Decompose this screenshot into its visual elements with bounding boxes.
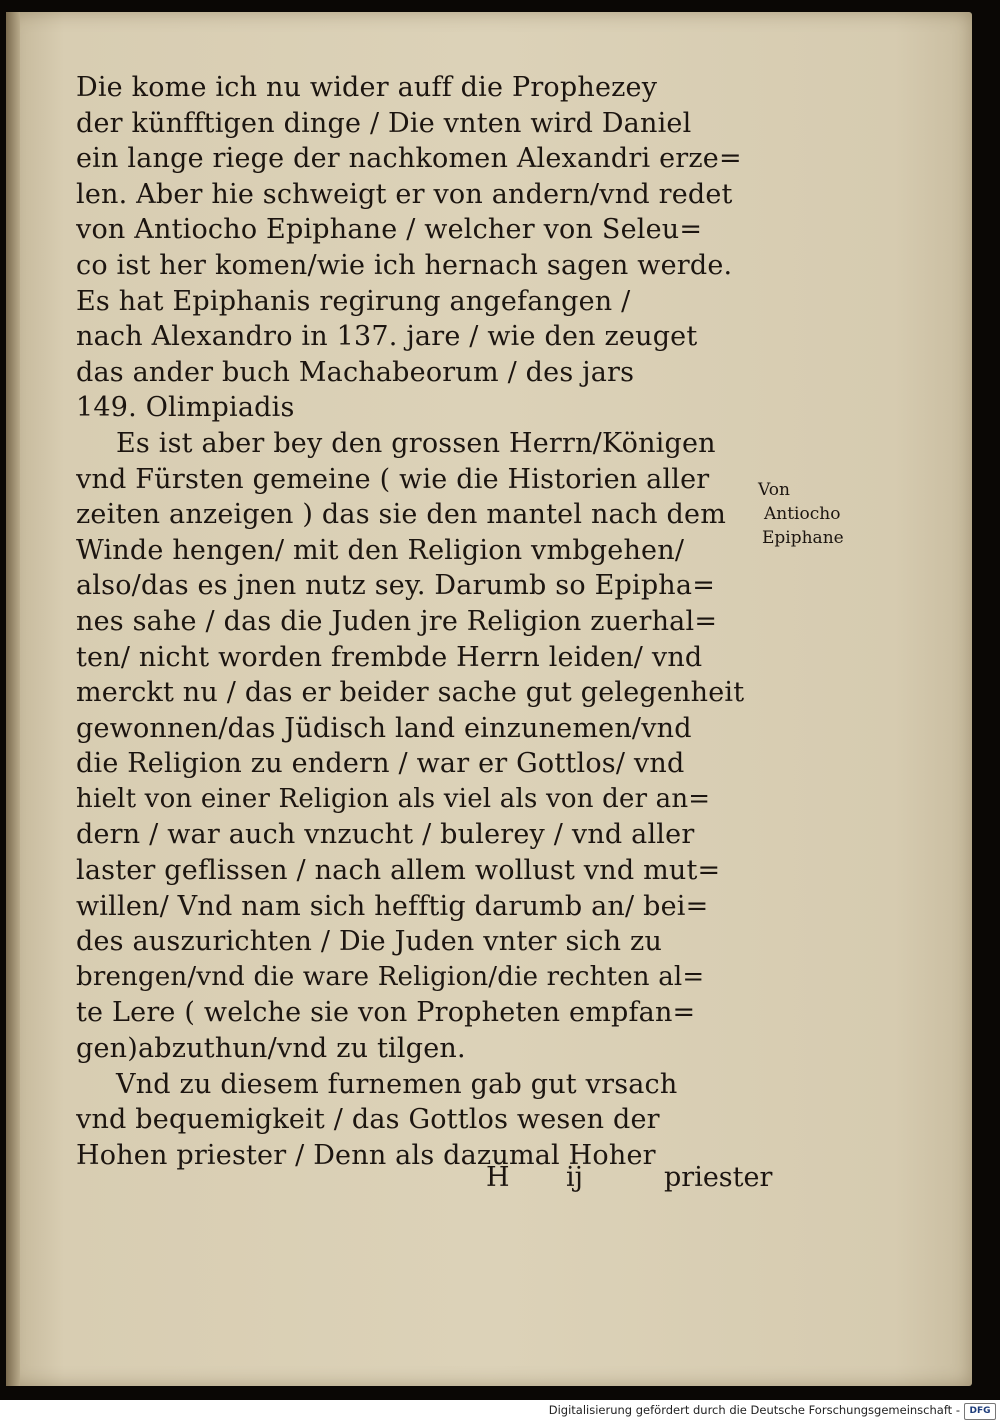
text-line: gen)abzuthun/vnd zu tilgen. (76, 1033, 466, 1065)
text-line: vnd bequemigkeit / das Gottlos wesen der (76, 1104, 660, 1136)
page-footer-line (486, 1160, 776, 1196)
text-line: dern / war auch vnzucht / bulerey / vnd aller (76, 819, 695, 851)
text-line: len. Aber hie schweigt er von andern/vnd redet (76, 178, 733, 210)
text-line: 149. Olimpiadis (76, 392, 295, 424)
text-line: von Antiocho Epiphane / welcher von Seleu= (76, 214, 703, 246)
text-line: laster geflissen / nach allem wollust vnd mut= (76, 855, 721, 887)
text-line: also/das es jnen nutz sey. Darumb so Epipha= (76, 570, 716, 602)
digitization-footer (0, 1400, 1000, 1421)
margin-note-line: Von (758, 480, 790, 500)
text-line: Hohen priester / Denn als dazumal Hoher (76, 1139, 656, 1171)
text-line: nach Alexandro in 137. jare / wie den zeuget (76, 321, 698, 353)
text-line: die Religion zu endern / war er Gottlos/ vnd (76, 748, 685, 780)
main-text (76, 70, 770, 1173)
text-line: merckt nu / das er beider sache gut gelegenheit (76, 677, 745, 709)
text-line: nes sahe / das die Juden jre Religion zuerhal= (76, 605, 718, 637)
margin-note-line: Antiocho (764, 504, 841, 524)
margin-note (758, 478, 868, 550)
margin-note-line: Epiphane (762, 528, 844, 548)
text-line: te Lere ( welche sie von Propheten empfan= (76, 997, 696, 1029)
text-line: das ander buch Machabeorum / des jars (76, 356, 635, 388)
text-line: brengen/vnd die ware Religion/die rechten al= (76, 961, 705, 992)
dfg-logo: DFG (964, 1403, 996, 1420)
text-line: Die kome ich nu wider auff die Prophezey (76, 72, 658, 103)
text-line: co ist her komen/wie ich hernach sagen werde. (76, 249, 733, 281)
text-line: Winde hengen/ mit den Religion vmbgehen/ (76, 534, 685, 566)
footer-credit: Digitalisierung gefördert durch die Deutsche Forschungsgemeinschaft - (548, 1403, 960, 1417)
text-line: zeiten anzeigen ) das sie den mantel nach dem (76, 499, 726, 531)
page-edge (6, 12, 20, 1386)
text-line: ein lange riege der nachkomen Alexandri erze= (76, 143, 742, 175)
text-line: willen/ Vnd nam sich hefftig darumb an/ bei= (76, 890, 709, 922)
signature-number: ij (566, 1162, 584, 1193)
text-line: gewonnen/das Jüdisch land einzunemen/vnd (76, 712, 692, 744)
text-line: Es hat Epiphanis regirung angefangen / (76, 285, 631, 317)
text-line: Es ist aber bey den grossen Herrn/Königen (116, 427, 716, 459)
text-line: vnd Fürsten gemeine ( wie die Historien aller (76, 463, 710, 495)
catchword: priester (664, 1162, 773, 1193)
text-line: Vnd zu diesem furnemen gab gut vrsach (116, 1068, 678, 1100)
text-line: hielt von einer Religion als viel als von der an= (76, 783, 711, 814)
text-line: des auszurichten / Die Juden vnter sich zu (76, 926, 663, 958)
text-line: der künfftigen dinge / Die vnten wird Daniel (76, 107, 692, 139)
signature-mark: H (486, 1162, 510, 1193)
text-line: ten/ nicht worden frembde Herrn leiden/ vnd (76, 641, 703, 673)
